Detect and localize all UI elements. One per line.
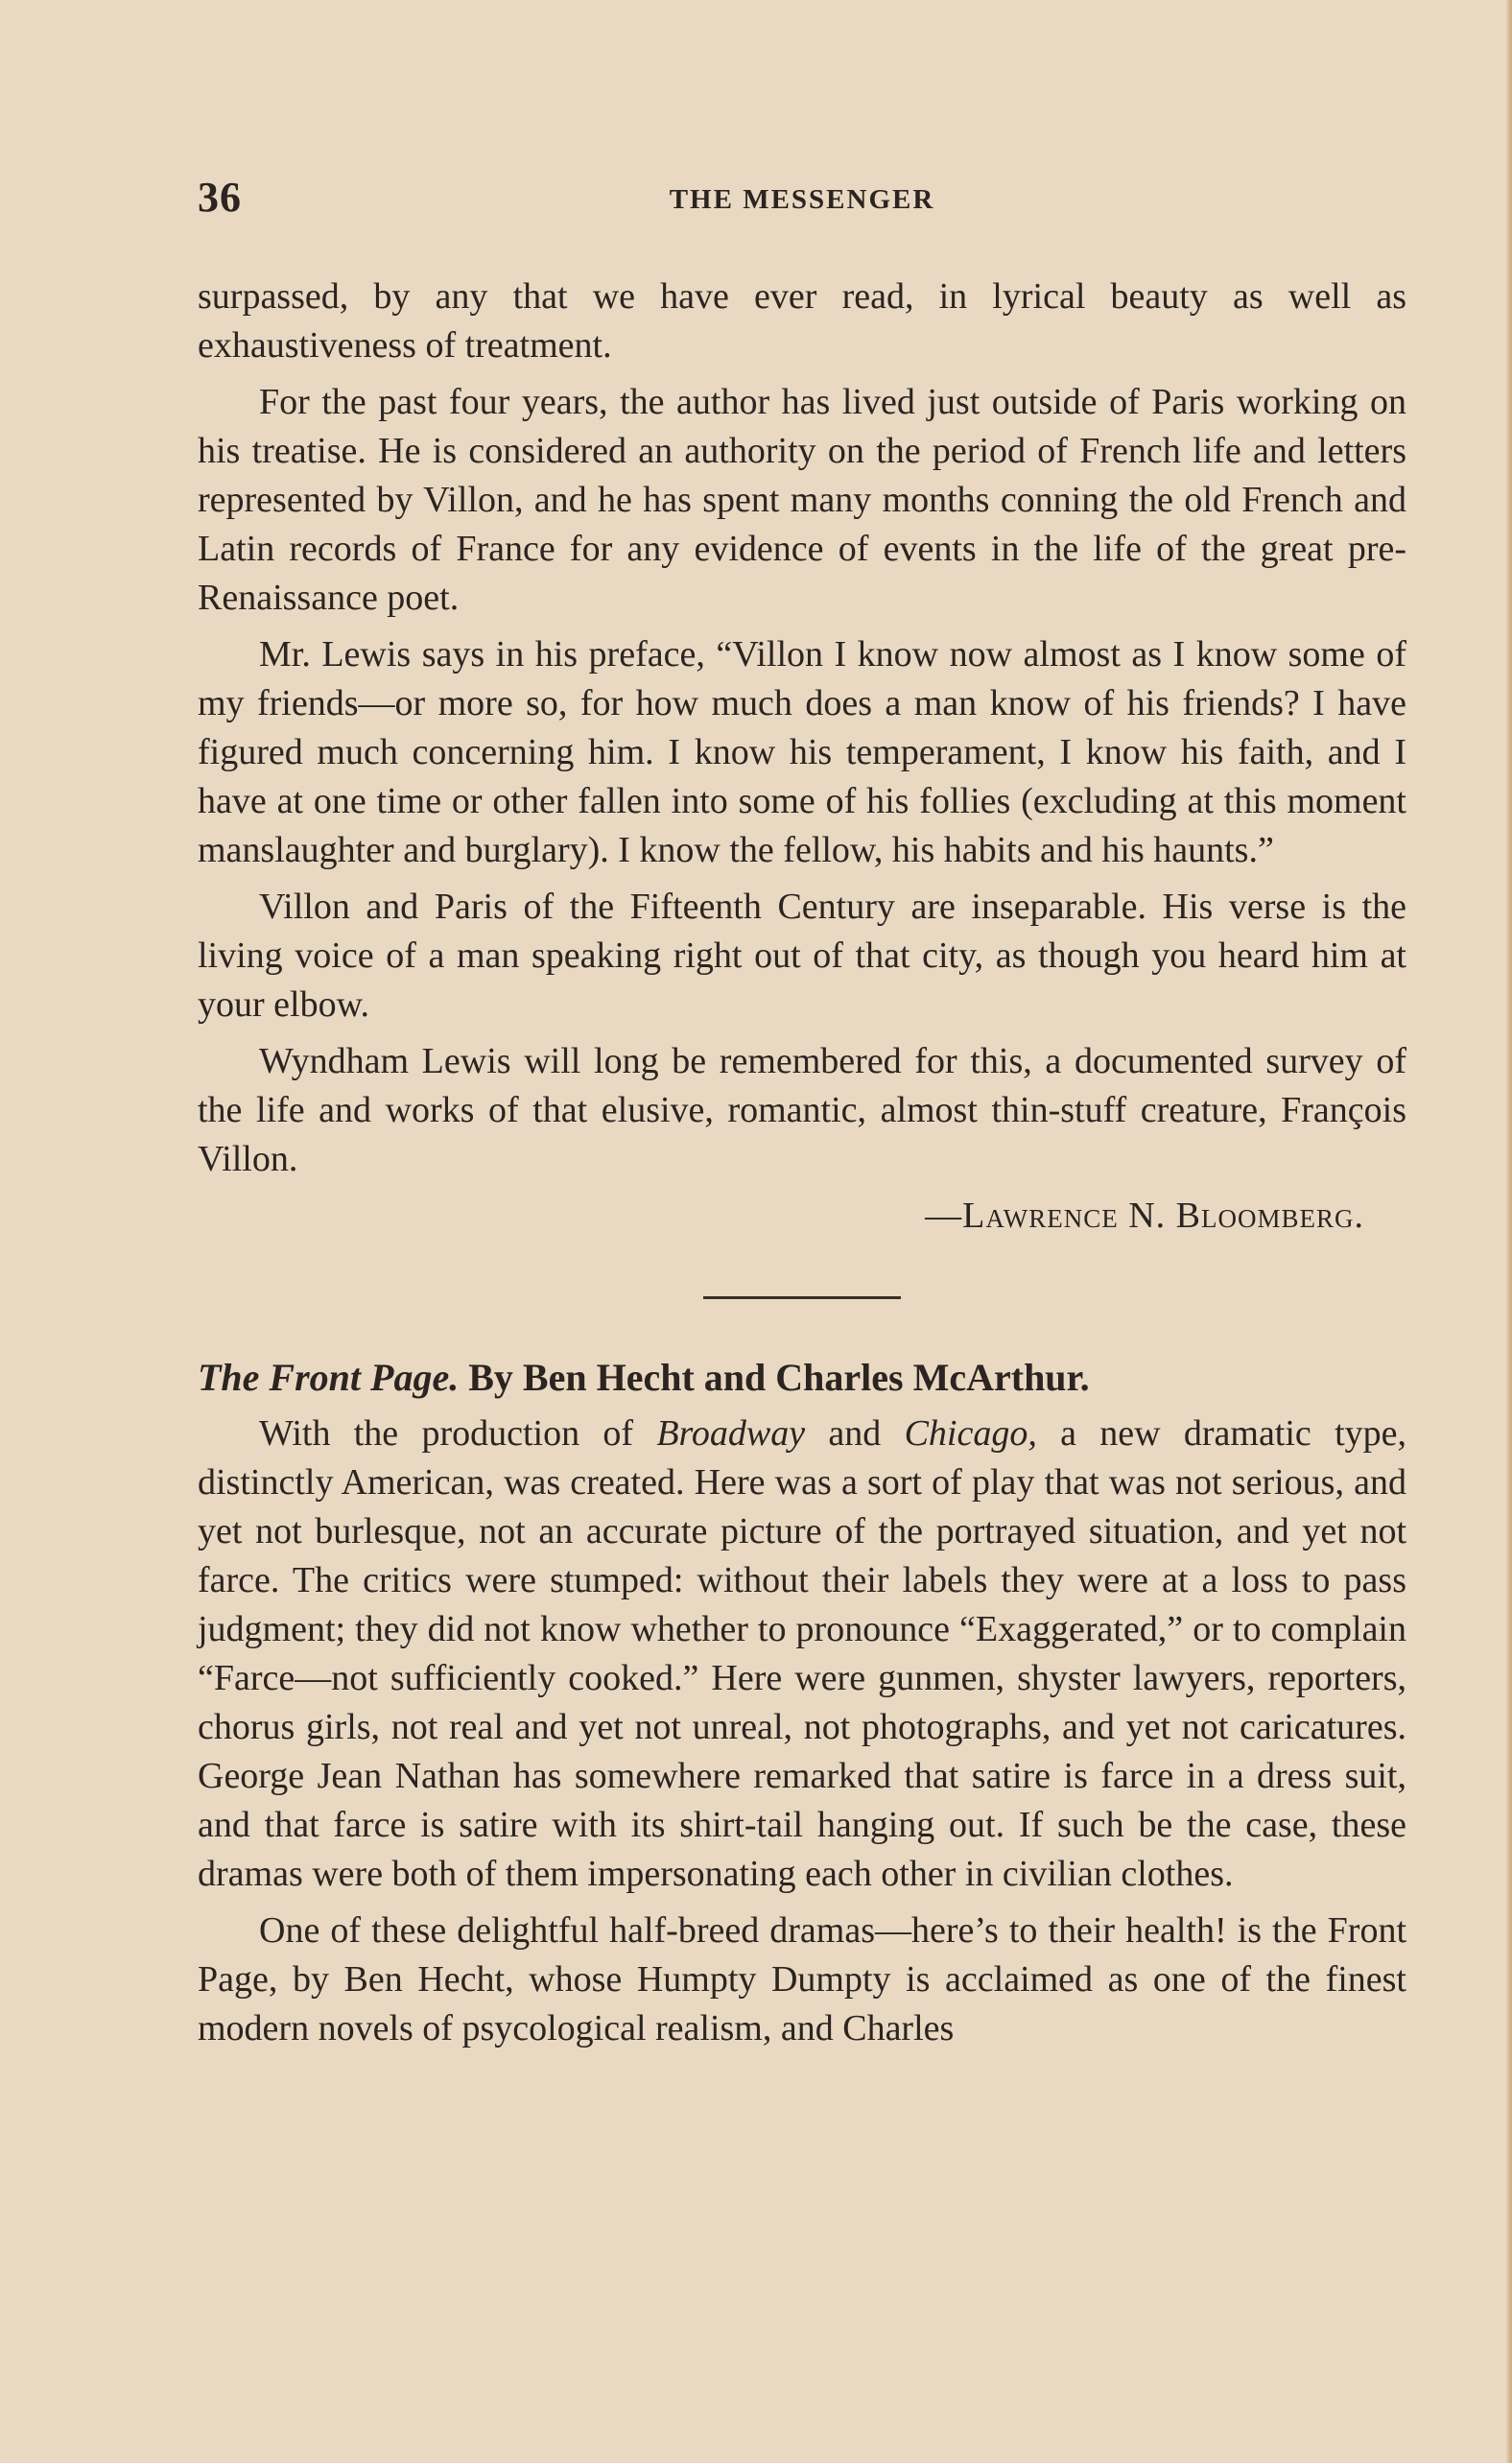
page-header <box>198 173 1406 230</box>
page-number: 36 <box>198 174 242 221</box>
paragraph-text: a new dramatic type, distinctly American, was created. Here was a sort of play that was not serious, and yet not burlesque, not an accurate picture of the portrayed situation, and yet not farce. The critics were stumped: without their labels they were at a loss to pass judgment; they did not know whether to pronounce “Exaggerated,” or to complain “Farce—not sufficiently cooked.” Here were gunmen, shyster lawyers, reporters, chorus girls, not real and yet not unreal, not photographs, and yet not caricatures. George Jean Nathan has somewhere remarked that satire is farce in a dress suit, and that farce is satire with its shirt-tail hanging out. If such be the case, these dramas were both of them impersonating each other in civilian clothes. <box>198 1413 1406 1894</box>
paragraph-text: and <box>805 1413 905 1454</box>
section-divider <box>703 1296 901 1299</box>
review-book-title: The Front Page. <box>198 1356 460 1399</box>
paragraph: Mr. Lewis says in his preface, “Villon I know now almost as I know some of my friends—or more so, for how much does a man know of his friends? I have figured much concerning him. I know his temperament, I know his faith, and I have at one time or other fallen into some of his follies (excluding at this moment manslaughter and burglary). I know the fellow, his habits and his haunts.” <box>198 634 1406 870</box>
paragraph: For the past four years, the author has lived just outside of Paris working on his treatise. He is considered an authority on the period of French life and letters represented by Villon, and he has spent many months conning the old French and Latin records of France for any evidence of events in the life of the great pre-Renaissance poet. <box>198 382 1406 618</box>
reviewer-signature: —Lawrence N. Bloomberg. <box>925 1196 1364 1236</box>
paragraph-text: With the production of <box>259 1413 657 1454</box>
review-book-authors: By Ben Hecht and Charles McArthur. <box>459 1356 1090 1399</box>
paragraph: surpassed, by any that we have ever read, in lyrical beauty as well as exhaustiveness of treatment. <box>198 276 1406 366</box>
paragraph: Villon and Paris of the Fifteenth Century are inseparable. His verse is the living voice of a man speaking right out of that city, as though you heard him at your elbow. <box>198 887 1406 1025</box>
page-edge <box>1506 0 1512 2463</box>
running-head: THE MESSENGER <box>669 184 935 215</box>
page-body <box>198 272 1406 2061</box>
paragraph: One of these delightful half-breed dramas—here’s to their health! is the Front Page, by Ben Hecht, whose Humpty Dumpty is acclaimed as one of the finest modern novels of psycological realism, and Charles <box>198 1910 1406 2049</box>
play-title-chicago: Chicago, <box>904 1413 1037 1454</box>
play-title-broadway: Broadway <box>656 1413 806 1454</box>
paragraph: Wyndham Lewis will long be remembered for this, a documented survey of the life and works of that elusive, romantic, almost thin-stuff creature, François Villon. <box>198 1041 1406 1179</box>
review-heading <box>198 1353 1406 1402</box>
paragraph <box>198 1409 1406 1899</box>
